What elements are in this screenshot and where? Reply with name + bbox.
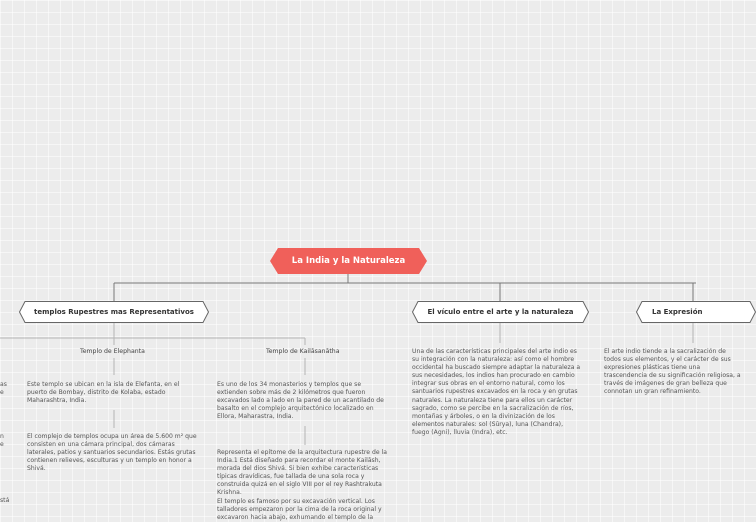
- topic-vinculo-arte-naturaleza[interactable]: [412, 301, 589, 323]
- note-expresion: El arte indio tiende a la sacralización de todos sus elementos, y el carácter de sus expresiones plásticas tiene una trascendencia de su significación religiosa, a través de imágenes de gran belleza que connotan un gran refinamiento.: [604, 348, 741, 396]
- note-vinculo-arte: Una de las características principales del arte indio es su integración con la naturaleza: así como el hombre occidental ha buscado siempre adaptar la naturaleza a sus necesidades, los indios han procurado en cambio integrar sus obras en el entorno natural, como los santuarios rupestres excavados en la roca y en grutas naturales. La naturaleza tiene para ellos un carácter sagrado, como se percibe en la sacralización de ríos, montañas y árboles, o en la divinización de los elementos naturales: sol (Sūrya), luna (Chandra), fuego (Agni), lluvia (Indra), etc.: [412, 348, 581, 436]
- left-fragment: n: [0, 433, 4, 440]
- note-kailasa-arquitectura: Representa el epítome de la arquitectura rupestre de la India.1 Está diseñado para recordar el monte Kailāsh, morada del dios Shivá. Si bien exhibe características típicas dravídicas, fue tallada de una sola roca y construida quizá en el siglo VIII por el rey Rashtrakuta Krishna. El templo es famoso por su excavación vertical. Los talladores empezaron por la cima de la roca original y excavaron hacia abajo, exhumando el templo de la: [217, 449, 387, 521]
- left-fragment: e: [0, 441, 4, 448]
- root-node-label: La India y la Naturaleza: [291, 256, 406, 266]
- subtopic-templo-kailasanatha[interactable]: Templo de Kailāsanātha: [266, 348, 340, 355]
- note-elephanta-ubicacion: Este templo se ubican en la isla de Elefanta, en el puerto de Bombay, distrito de Kolaba, estado Maharashtra, India.: [27, 381, 180, 405]
- topic-label: El vículo entre el arte y la naturaleza: [427, 308, 574, 316]
- topic-la-expresion[interactable]: [636, 301, 703, 323]
- subtopic-templo-elephanta[interactable]: Templo de Elephanta: [80, 348, 145, 355]
- topic-label: La Expresión: [652, 308, 703, 316]
- topic-templos-rupestres[interactable]: [19, 301, 209, 323]
- topic-label: templos Rupestres mas Representativos: [34, 308, 194, 316]
- note-elephanta-complejo: El complejo de templos ocupa un área de 5.600 m² que consisten en una cámara principal, dos cámaras laterales, patios y santuarios secundarios. Estás grutas contienen relieves, esculturas y un templo en honor a Shivá.: [27, 433, 197, 473]
- left-fragment: stá: [0, 497, 10, 504]
- left-fragment: e: [0, 389, 4, 396]
- root-node[interactable]: [270, 248, 427, 274]
- left-fragment: as: [0, 381, 7, 388]
- note-kailasa-monasterios: Es uno de los 34 monasterios y templos que se extienden sobre más de 2 kilómetros que fueron excavados lado a lado en la pared de un acantilado de basalto en el complejo arquitectónico localizado en Ellora, Maharastra, India.: [217, 381, 384, 421]
